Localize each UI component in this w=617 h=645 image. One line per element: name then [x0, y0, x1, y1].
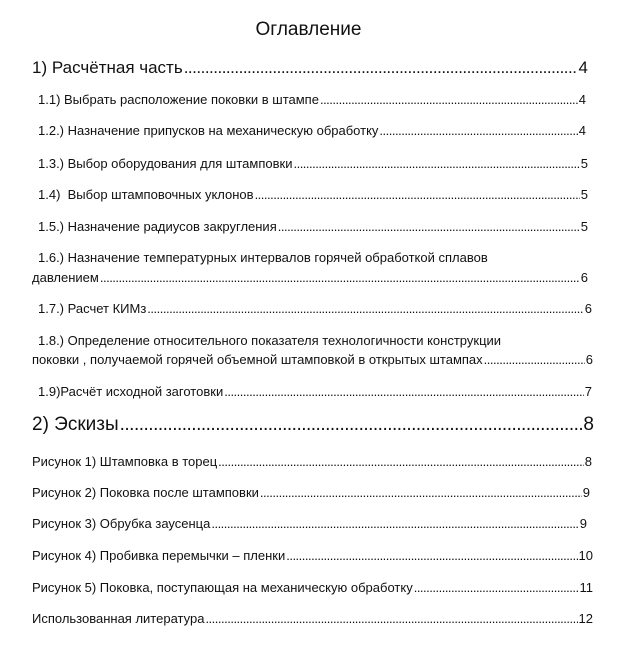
toc-entry-1-5[interactable] [38, 218, 588, 236]
toc-leader-dots [224, 383, 584, 401]
toc-entry-label: 1.7.) Расчет КИМз [38, 301, 147, 316]
toc-entry-page: 6 [584, 301, 592, 316]
toc-entry-page: 10 [578, 548, 593, 563]
toc-leader-dots [100, 269, 580, 287]
toc-entry-section-2[interactable] [32, 413, 594, 437]
toc-leader-dots [255, 186, 580, 204]
toc-entry-page: 5 [580, 219, 588, 234]
toc-entry-label: 1) Расчётная часть [32, 58, 183, 77]
toc-entry-1-8-line1[interactable]: 1.8.) Определение относительного показателя технологичности конструкции [38, 333, 502, 348]
toc-entry-references[interactable] [32, 610, 593, 628]
toc-entry-page: 11 [579, 580, 593, 595]
toc-title: Оглавление [255, 19, 362, 40]
toc-entry-1-8[interactable] [32, 351, 593, 369]
toc-leader-dots [379, 122, 577, 140]
toc-entry-figure-3[interactable] [32, 515, 587, 533]
toc-leader-dots [218, 453, 584, 471]
toc-entry-1-6-line1[interactable]: 1.6.) Назначение температурных интервалов горячей обработкой сплавов [38, 250, 488, 265]
toc-entry-label: 1.5.) Назначение радиусов закругления [38, 219, 277, 234]
toc-entry-figure-5[interactable] [32, 579, 593, 597]
toc-entry-label: Рисунок 1) Штамповка в торец [32, 454, 218, 469]
toc-leader-dots [320, 91, 578, 109]
toc-leader-dots [414, 579, 579, 597]
toc-entry-1-6[interactable] [32, 269, 588, 287]
toc-entry-label: 1.1) Выбрать расположение поковки в штампе [38, 92, 319, 107]
toc-leader-dots [293, 155, 579, 173]
toc-entry-label: 2) Эскизы [32, 414, 119, 435]
toc-entry-page: 8 [584, 454, 592, 469]
toc-entry-label: 1.2.) Назначение припусков на механическую обработку [38, 123, 379, 138]
toc-entry-page: 8 [583, 414, 594, 435]
toc-entry-1-7[interactable] [38, 300, 592, 318]
toc-entry-page: 12 [578, 611, 593, 626]
toc-leader-dots [286, 547, 577, 565]
toc-entry-label: Рисунок 2) Поковка после штамповки [32, 485, 259, 500]
toc-entry-1-2[interactable] [38, 122, 586, 140]
toc-entry-page: 7 [584, 384, 592, 399]
toc-entry-label: Использованная литература [32, 611, 205, 626]
toc-entry-page: 5 [580, 187, 588, 202]
toc-entry-figure-1[interactable] [32, 453, 592, 471]
toc-leader-dots [484, 351, 585, 369]
toc-leader-dots [211, 515, 578, 533]
toc-entry-1-9[interactable] [38, 383, 592, 401]
toc-entry-page: 4 [578, 123, 586, 138]
toc-leader-dots [184, 57, 578, 79]
toc-entry-1-3[interactable] [38, 155, 588, 173]
toc-entry-1-4[interactable] [38, 186, 588, 204]
toc-entry-page: 4 [578, 58, 588, 77]
toc-entry-page: 9 [579, 516, 587, 531]
toc-entry-figure-4[interactable] [32, 547, 593, 565]
toc-leader-dots [147, 300, 583, 318]
toc-entry-page: 6 [580, 270, 588, 285]
toc-leader-dots [120, 413, 583, 437]
toc-entry-label: Рисунок 5) Поковка, поступающая на механическую обработку [32, 580, 413, 595]
toc-entry-label: поковки , получаемой горячей объемной штамповкой в открытых штампах [32, 352, 483, 367]
toc-entry-page: 6 [585, 352, 593, 367]
toc-leader-dots [278, 218, 580, 236]
toc-entry-label: 1.4) Выбор штамповочных уклонов [38, 187, 254, 202]
toc-entry-label: 1.3.) Выбор оборудования для штамповки [38, 156, 293, 171]
toc-entry-figure-2[interactable] [32, 484, 590, 502]
toc-entry-label: 1.9)Расчёт исходной заготовки [38, 384, 224, 399]
toc-leader-dots [205, 610, 577, 628]
toc-leader-dots [260, 484, 582, 502]
toc-entry-1-1[interactable] [38, 91, 586, 109]
toc-entry-page: 5 [580, 156, 588, 171]
toc-entry-page: 4 [578, 92, 586, 107]
toc-entry-label: Рисунок 4) Пробивка перемычки – пленки [32, 548, 286, 563]
toc-entry-label: Рисунок 3) Обрубка заусенца [32, 516, 211, 531]
toc-entry-page: 9 [582, 485, 590, 500]
toc-entry-label: давлением [32, 270, 99, 285]
toc-entry-section-1[interactable] [32, 57, 588, 79]
